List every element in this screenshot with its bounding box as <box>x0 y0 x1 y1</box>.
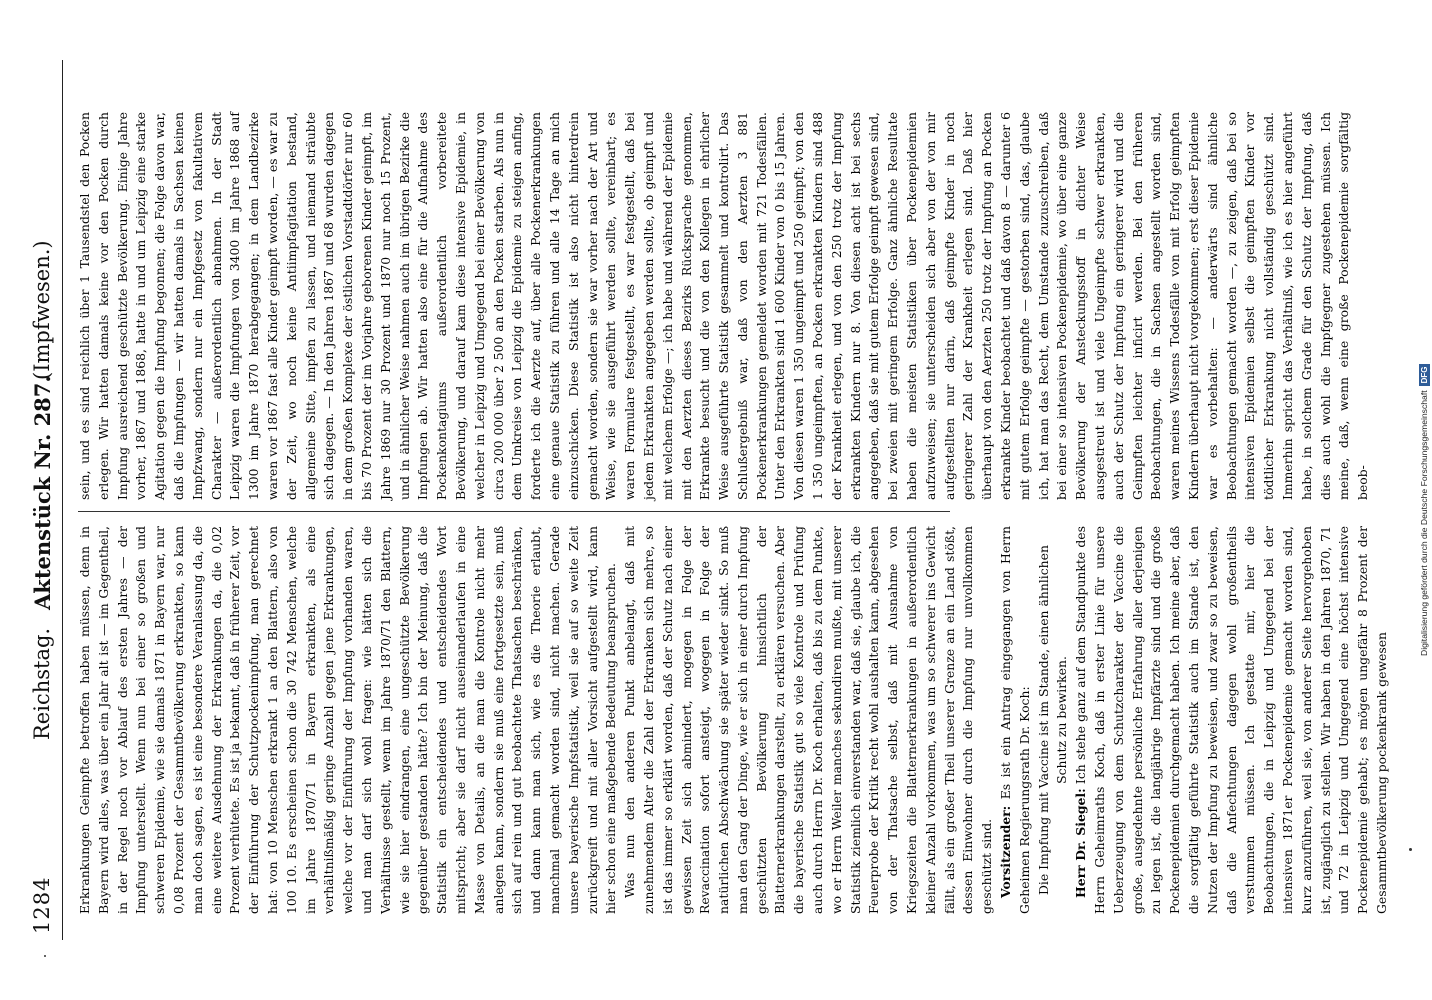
speaker-paragraph <box>1072 526 1392 914</box>
speech-text: Es ist ein Antrag eingegangen von Herrn Geheimen Regierungsrath Dr. Koch: <box>998 526 1032 914</box>
paragraph: Erkrankungen Geimpfte betroffen haben müssen, denn in Bayern wird alles, was über ein Jahr alt ist — im Gegentheil, in der Regel noch vor Ablauf des ersten Jahres — der Impfung unterstellt. Wenn nun bei einer so großen und schweren Epidemie, wie sie damals 1871 in Bayern war, nur 0,08 Prozent der Gesammtbevölkerung erkrankten, so kann man doch sagen, es ist eine besondere Veranlassung da, die eine weitere Ausdehnung der Erkrankungen da, die 0,02 Prozent verhütete. Es ist ja bekannt, daß in früherer Zeit, vor der Einführung der Schutzpockenimpfung, man gerechnet hat: von 10 Menschen erkrankt 1 an den Blattern, also von 100 10. Es erscheinen schon die 30 742 Menschen, welche im Jahre 1870/71 in Bayern erkrankten, als eine verhältnißmäßig geringe Anzahl gegen jene Erkrankungen, welche vor der Einführung der Impfung vorhanden waren, und man darf sich wohl fragen: wie hätten sich die Verhältnisse gestellt, wenn im Jahre 1870/71 den Blattern, wie sie hier eindrangen, eine ungeschützte Bevölkerung gegenüber gestanden hätte? Ich bin der Meinung, daß die Statistik ein entscheidendes und entscheidendes Wort mitspricht; aber sie darf nicht auseinanderlaufen in eine Masse von Details, an die man die Kontrole nicht mehr anlegen kann, sondern sie muß eine fortgesetzte sein, muß sich auf rein und gut beobachtete Thatsachen beschränken, und dann kann man sich, wie es die Theorie erlaubt, manchmal gemacht worden sind, nicht machen. Gerade unsere bayerische Impfstatistik, weil sie auf so weite Zeit zurückgreift und mit aller Vorsicht aufgestellt wird, kann hier schon eine maßgebende Bedeutung beanspruchen. <box>77 526 619 914</box>
scan-speck <box>44 955 46 957</box>
speech-text: Ich stehe ganz auf dem Standpunkte des Herrn Geheimraths Koch, daß in erster Linie für unsere Ueberzeugung von dem Schutzcharakter der Vaccine die große, ausgedehnte persönliche Erfahrung aller derjenigen zu legen ist, die langjährige Impfärzte sind und die große Pockenepidemien durchgemacht haben. Ich meine aber, daß die sorgfältig geführte Statistik auch im Stande ist, den Nutzen der Impfung zu beweisen, und zwar so zu beweisen, daß die Anfechtungen dagegen wohl großentheils verstummen müssen. Ich gestatte mir, hier die Beobachtungen, die in Leipzig und Umgegend bei der intensiven 1871er Pockenepidemie gemacht worden sind, kurz anzuführen, weil sie, von anderer Seite hervorgehoben ist, zugänglich zu stellen. Wir haben in den Jahren 1870, 71 und 72 in Leipzig und Umgegend eine höchst intensive Pockenepidemie gehabt; es mögen ungefähr 8 Prozent der Gesammtbevölkerung pockenkrank gewesen <box>1073 526 1389 914</box>
digitization-credit <box>1418 96 1430 656</box>
dfg-logo: DFG <box>1419 364 1430 387</box>
running-title-topic: (Impfwesen.) <box>30 240 54 380</box>
running-title-document-number: Aktenstück Nr. 287. <box>30 375 55 610</box>
scan-speck <box>1409 848 1412 851</box>
running-title-left: Reichstag. <box>30 627 54 740</box>
speaker-paragraph <box>997 526 1035 914</box>
column-divider <box>78 511 950 512</box>
paragraph: Was nun den anderen Punkt anbelangt, daß mit zunehmendem Alter die Zahl der Erkranken sich mehre, so ist das immer so erklärt worden, daß der Schutz nach einer gewissen Zeit sich abmindert, mogegen in Folge der Revaccination sofort ansteigt, wogegen in Folge der natürlichen Abschwächung sie später wieder sinkt. So muß man den Gang der Dinge, wie er sich in einer durch Impfung geschützten Bevölkerung hinsichtlich der Blatternerkrankungen darstellt, zu erklären versuchen. Aber die bayerische Statistik gut so viele Kontrole und Prüfung auch durch Herrn Dr. Koch erhalten, daß bis zu dem Punkte, wo er Herrn Weiler manches sekundiren mußte, mit unserer Statistik ziemlich einverstanden war, daß sie, glaube ich, die Feuerprobe der Kritik recht wohl aushalten kann, abgesehen von der Thatsache selbst, daß mit Ausnahme von Kriegszeiten die Blatternerkrankungen in außerordentlich kleiner Anzahl vorkommen, was um so schwerer ins Gewicht fällt, als ein großer Theil unserer Grenze an ein Land stößt, dessen Einwohner durch die Impfung nur unvollkommen geschützt sind. <box>622 526 995 914</box>
speaker-label: Herr Dr. Siegel: <box>1073 788 1089 898</box>
paragraph: sein, und es sind reichlich über 1 Tausendstel den Pocken erlegen. Wir hatten damals keine vor den Pocken durch Impfung ausreichend geschützte Bevölkerung. Einige Jahre vorher, 1867 und 1868, hatte in und um Leipzig eine starke Agitation gegen die Impfung begonnen; die Folge davon war, daß die Impfungen — wir hatten damals in Sachsen keinen Impfzwang, sondern nur ein Impfgesetz von fakultativem Charakter — außerordentlich abnahmen. In der Stadt Leipzig waren die Impfungen von 3400 im Jahre 1868 auf 1300 im Jahre 1870 herabgegangen; in dem Landbezirke waren vor 1867 fast alle Kinder geimpft worden, — es war zu der Zeit, wo noch keine Antiimpfagitation bestand, allgemeine Sitte, impfen zu lassen, und niemand sträubte sich dagegen. — In den Jahren 1867 und 68 wurden dagegen in dem großen Komplexe der östlichen Vorstadtdörfer nur 60 bis 70 Prozent der im Vorjahre geborenen Kinder geimpft, im Jahre 1869 nur 30 Prozent und 1870 nur noch 15 Prozent, und in ähnlicher Weise nahmen auch im übrigen Bezirke die Impfungen ab. Wir hatten also eine für die Aufnahme des Pockenkontagiums außerordentlich vorbereitete Bevölkerung, und darauf kam diese intensive Epidemie, in welcher in Leipzig und Umgegend bei einer Bevölkerung von circa 200 000 über 2 500 an den Pocken starben. Als nun in dem Umkreise von Leipzig die Epidemie zu steigen anfing, forderte ich die Aerzte auf, über alle Pockenerkrankungen eine genaue Statistik zu führen und alle 14 Tage an mich einzuschicken. Diese Statistik ist also nicht hinterdrein gemacht worden, sondern sie war vorher nach der Art und Weise, wie sie ausgeführt werden sollte, vereinbart; es waren Formulare festgestellt, es war festgestellt, daß bei jedem Erkrankten angegeben werden sollte, ob geimpft und mit welchem Erfolge —; ich habe und während der Epidemie mit den Aerzten dieses Bezirks Rücksprache genommen, Erkrankte besucht und die von den Kollegen in ehrlicher Weise ausgeführte Statistik gesammelt und kontrolirt. Das Schlußergebniß war, daß von den Aerzten 3 881 Pockenerkrankungen gemeldet worden mit 721 Todesfällen. Unter den Erkrankten sind 1 600 Kinder von 0 bis 15 Jahren. Von diesen waren 1 350 ungeimpft und 250 geimpft; von den 1 350 ungeimpften, an Pocken erkrankten Kindern sind 488 der Krankheit erlegen, und von den 250 trotz der Impfung erkrankten Kindern nur 8. Von diesen acht ist bei sechs angegeben, daß sie mit gutem Erfolge geimpft gewesen sind, bei zweien mit geringem Erfolge. Ganz ähnliche Resultate haben die meisten Statistiken über Pockenepidemien aufzuweisen; sie unterscheiden sich aber von der von mir aufgestellten nur darin, daß geimpfte Kinder in noch geringerer Zahl der Krankheit erlegen sind. Daß hier überhaupt von den Aerzten 250 trotz der Impfung an Pocken erkrankte Kinder beobachtet und daß davon 8 — darunter 6 mit gutem Erfolge geimpfte — gestorben sind, das, glaube ich, hat man das Recht, dem Umstande zuzuschreiben, daß bei einer so intensiven Pockenepidemie, wo über eine ganze Bevölkerung der Ansteckungsstoff in dichter Weise ausgestreut ist und viele Ungeimpfte schwer erkrankten, auch der Schutz der Impfung ein geringerer wird und die Geimpften leichter inficirt werden. Bei den früheren Beobachtungen, die in Sachsen angestellt worden sind, waren meines Wissens Todesfälle von mit Erfolg geimpften Kindern überhaupt nicht vorgekommen; erst dieser Epidemie war es vorbehalten: — anderwärts sind ähnliche Beobachtungen gemacht worden —, zu zeigen, daß bei so intensiven Epidemien selbst die geimpften Kinder vor tödtlicher Erkrankung nicht vollständig geschützt sind. Immerhin spricht das Verhältniß, wie ich es hier angeführt habe, in solchem Grade für den Schutz der Impfung, daß dies auch wohl die Impfgegner zugestehen müssen. Ich meine, daß, wenn eine große Pockenepidemie sorgfältig beob- <box>77 112 1371 500</box>
text-column-left <box>76 526 1389 914</box>
page-header <box>22 60 63 940</box>
page-number: 1284 <box>30 876 54 934</box>
text-column-right <box>76 112 1371 500</box>
speaker-label: Vorsitzender: <box>998 805 1014 898</box>
digitization-credit-text: Digitalisierung gefördert durch die Deutsche Forschungsgemeinschaft <box>1419 390 1429 656</box>
motion-text: Die Impfung mit Vaccine ist im Stande, einen ähnlichen Schutz zu bewirken. <box>1035 545 1070 895</box>
digitization-credit-text-wrap <box>1418 96 1430 656</box>
